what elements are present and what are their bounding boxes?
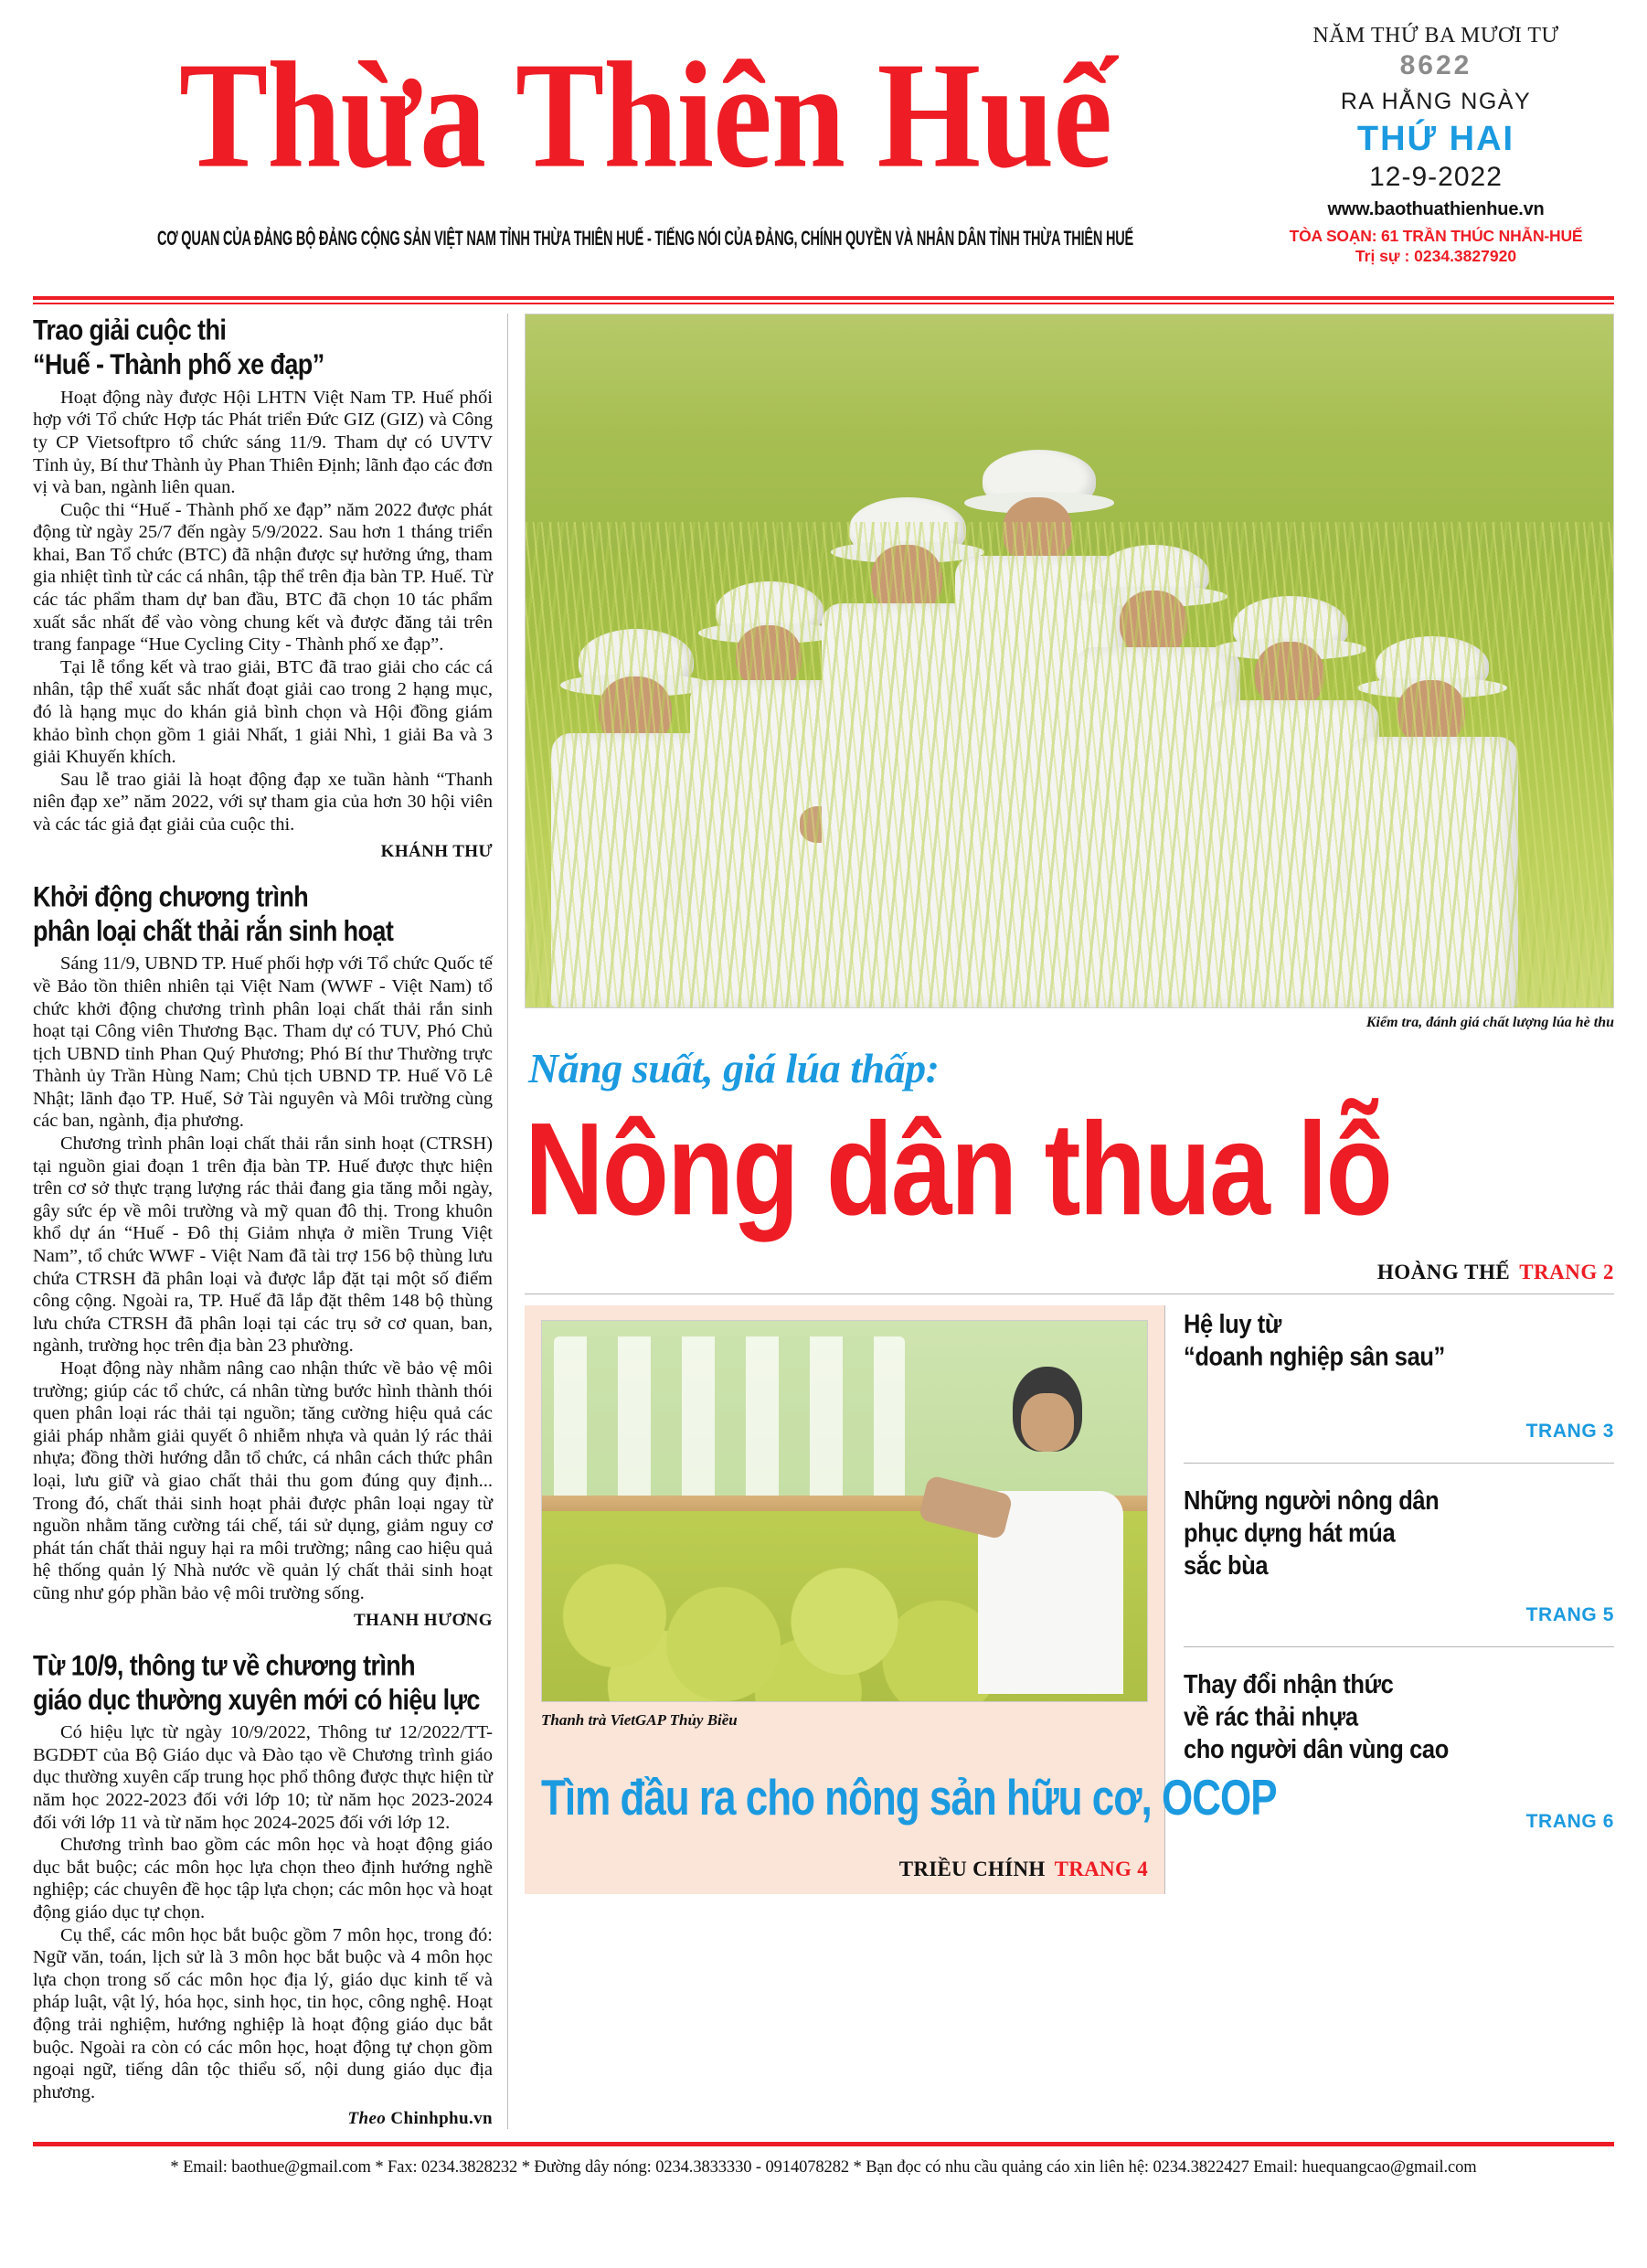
feature-photo-packaging (554, 1336, 905, 1504)
article3-headline-line2: giáo dục thường xuyên mới có hiệu lực (33, 1683, 480, 1716)
article-award-contest[interactable] (33, 314, 493, 862)
article1-paragraph: Sau lễ trao giải là hoạt động đạp xe tuần hành “Thanh niên đạp xe” năm 2022, với sự tham gia của hơn 30 hội viên và các tác giả đạt giải của cuộc thi. (33, 769, 493, 835)
article2-byline: THANH HƯƠNG (353, 1610, 493, 1630)
masthead (0, 0, 1647, 293)
article1-byline: KHÁNH THƯ (380, 841, 493, 861)
article2-headline-line1: Khởi động chương trình (33, 879, 309, 912)
article2-paragraph: Sáng 11/9, UBND TP. Huế phối hợp với Tổ chức Quốc tế về Bảo tồn thiên nhiên tại Việt Nam (WWF - Việt Nam) tổ chức khởi động chương trình phân loại chất thải rắn sinh hoạt tại Công viên Thương Bạc. Tham dự có TUV, Phó Chủ tịch UBND tỉnh Phan Quý Phương; Phó Bí thư Thường trực Thành ủy Trần Hùng Nam; Chủ tịch UBND TP. Huế Võ Lê Nhật; lãnh đạo TP. Huế, Sở Tài nguyên và Môi trường cùng các ban, ngành, địa phương. (33, 953, 493, 1132)
article3-byline (33, 2109, 493, 2129)
lead-headline: Nông dân thua lỗ (525, 1095, 1391, 1243)
article2-paragraph: Chương trình phân loại chất thải rắn sinh hoạt (CTRSH) tại nguồn giai đoạn 1 trên địa bàn TP. Huế được thực hiện trên cơ sở thực trạng lượng rác thải đang gia tăng mỗi ngày, gây sức ép về môi trường và mỹ quan đô thị. Trong khuôn khổ dự án “Huế - Đô thị Giảm nhựa ở miền Trung Việt Nam”, tổ chức WWF - Việt Nam đã tài trợ 156 bộ thùng lưu chứa CTRSH đã phân loại và được lắp đặt tại một số điểm công cộng. Ngoài ra, TP. Huế đã lắp đặt thêm 148 bộ thùng lưu chứa CTRSH đã phân loại tại các trụ sở cơ quan, ban, ngành, trường học trên địa bàn 23 phường. (33, 1134, 493, 1357)
article1-headline-line1: Trao giải cuộc thi (33, 314, 227, 346)
masthead-phone: Trị sự : 0234.3827920 (1355, 247, 1517, 265)
teaser-headline-line2: phục dựng hát múa (1184, 1518, 1396, 1549)
teaser-item-business[interactable] (1184, 1305, 1614, 1443)
masthead-weekday: THỨ HAI (1356, 120, 1515, 158)
feature-credit (541, 1858, 1148, 1881)
article-waste-sorting[interactable] (33, 880, 493, 1631)
lead-kicker: Năng suất, giá lúa thấp: (528, 1045, 940, 1091)
article-education-circular[interactable] (33, 1649, 493, 2130)
masthead-divider-thick (33, 296, 1614, 300)
left-column (33, 314, 508, 2129)
teaser-divider (1184, 1646, 1614, 1647)
article1-headline (33, 314, 493, 382)
teaser-headline-line3: sắc bùa (1184, 1551, 1269, 1581)
article3-headline-line1: Từ 10/9, thông tư về chương trình (33, 1648, 416, 1681)
footer-divider (33, 2142, 1614, 2146)
main-column (508, 314, 1614, 2129)
lead-credit (525, 1261, 1614, 1284)
teaser-headline-line3: cho người dân vùng cao (1184, 1734, 1449, 1764)
masthead-date: 12-9-2022 (1369, 162, 1503, 192)
article1-headline-line2: “Huế - Thành phố xe đạp” (33, 347, 324, 380)
masthead-frequency: RA HẰNG NGÀY (1340, 89, 1532, 114)
teaser-divider (1184, 1463, 1614, 1464)
teaser-headline-line2: “doanh nghiệp sân sau” (1184, 1342, 1445, 1372)
article2-headline-line2: phân loại chất thải rắn sinh hoạt (33, 914, 394, 947)
feature-author: TRIỀU CHÍNH (898, 1858, 1046, 1880)
feature-photo-pomelo-market (541, 1320, 1148, 1702)
teaser-page-ref[interactable]: TRANG 5 (1525, 1603, 1614, 1625)
teaser-headline-line1: Thay đổi nhận thức (1184, 1669, 1394, 1699)
teaser-headline-line1: Hệ luy từ (1184, 1310, 1281, 1340)
article3-byline-source: Chinhphu.vn (390, 2109, 493, 2129)
lead-photo-caption: Kiểm tra, đánh giá chất lượng lúa hè thu (1365, 1015, 1614, 1030)
masthead-year: NĂM THỨ BA MƯƠI TƯ (1312, 24, 1559, 48)
article1-paragraph: Hoạt động này được Hội LHTN Việt Nam TP. Huế phối hợp với Tổ chức Hợp tác Phát triển Đức GIZ (GIZ) và Công ty CP Vietsoftpro tổ chức sáng 11/9. Tham dự có UVTV Tỉnh ủy, Bí thư Thành ủy Phan Thiên Định; lãnh đạo các đơn vị và ban, ngành liên quan. (33, 387, 493, 498)
feature-photo-caption: Thanh trà VietGAP Thủy Biều (541, 1711, 738, 1729)
lead-page-ref[interactable]: TRANG 2 (1519, 1261, 1614, 1283)
article2-body (33, 953, 493, 1604)
masthead-issue-number: 8622 (1399, 50, 1472, 80)
feature-headline: Tìm đầu ra cho nông sản hữu cơ, OCOP (541, 1770, 1277, 1826)
masthead-office-address: TÒA SOẠN: 61 TRẦN THÚC NHẪN-HUẾ (1289, 227, 1583, 245)
photo-rice-stalks-foreground (526, 522, 1613, 1007)
lead-author: HOÀNG THẾ (1376, 1261, 1511, 1283)
feature-page-ref[interactable]: TRANG 4 (1054, 1858, 1148, 1880)
teaser-headline (1184, 1485, 1614, 1582)
masthead-info-block (1258, 0, 1614, 266)
article1-paragraph: Tại lễ tổng kết và trao giải, BTC đã trao giải cho các cá nhân, tập thể xuất sắc nhất đoạt giải cao trong 2 hạng mục, đó là hạng mục do khán giả bình chọn và Hội đồng giám khảo bình chọn gồm 1 giải Nhất, 1 giải Nhì, 1 giải Ba và 3 giải Khuyến khích. (33, 656, 493, 768)
teaser-headline-line1: Những người nông dân (1184, 1486, 1440, 1517)
teaser-headline (1184, 1309, 1614, 1374)
teaser-headline (1184, 1669, 1614, 1766)
teaser-page-ref[interactable]: TRANG 3 (1525, 1421, 1614, 1443)
article3-paragraph: Có hiệu lực từ ngày 10/9/2022, Thông tư 12/2022/TT-BGDĐT của Bộ Giáo dục và Đào tạo về Chương trình giáo dục thường xuyên cấp trung học phổ thông được thực hiện từ năm học 2022-2023 đối với lớp 10; từ năm học 2023-2024 đối với lớp 11 và từ năm học 2024-2025 đối với lớp 12. (33, 1722, 493, 1833)
teaser-page-ref[interactable]: TRANG 6 (1525, 1810, 1614, 1832)
article2-paragraph: Hoạt động này nhằm nâng cao nhận thức về bảo vệ môi trường; giúp các tổ chức, cá nhân từng bước hình thành thói quen phân loại rác thải tại nguồn; tăng cường hiệu quả các giải pháp nhằm giải quyết ô nhiễm nhựa và quản lý rác thải nhựa; đồng thời hướng dẫn tổ chức, cá nhân cách thức phân loại, lưu giữ và giao chất thải thu gom đúng quy định... Trong đó, chất thải sinh hoạt phải được phân loại ngay từ nguồn nhằm tăng cường tái chế, tái sử dụng, giảm nguy cơ phát tán chất thải nguy hại ra môi trường; nâng cao hiệu quả hệ thống quản lý Nhà nước về quản lý chất thải sinh hoạt cũng như góp phần bảo vệ môi trường sống. (33, 1358, 493, 1603)
article3-paragraph: Chương trình bao gồm các môn học và hoạt động giáo dục bắt buộc; các môn học lựa chọn theo định hướng nghề nghiệp; các chuyên đề học tập lựa chọn; các môn học và hoạt động giáo dục tự chọn. (33, 1835, 493, 1922)
masthead-tagline: CƠ QUAN CỦA ĐẢNG BỘ ĐẢNG CỘNG SẢN VIỆT NAM TỈNH THỪA THIÊN HUẾ - TIẾNG NÓI CỦA ĐẢNG, CHÍNH QUYỀN VÀ NHÂN DÂN TỈNH THỪA THIÊN HUẾ (157, 229, 1133, 250)
lower-section (525, 1305, 1614, 1894)
article3-paragraph: Cụ thể, các môn học bắt buộc gồm 7 môn học, trong đó: Ngữ văn, toán, lịch sử là 3 môn học bắt buộc và 4 môn học lựa chọn trong số các môn học địa lý, giáo dục kinh tế và pháp luật, vật lý, hóa học, sinh học, tin học, công nghệ. Hoạt động trải nghiệm, hướng nghiệp là hoạt động giáo dục bắt buộc. Ngoài ra còn có các môn học, hoạt động tự chọn gồm ngoại ngữ, tiếng dân tộc thiểu số, nội dung giáo dục địa phương. (33, 1924, 493, 2103)
teaser-item-folk-music[interactable] (1184, 1482, 1614, 1625)
teaser-headline-line2: về rác thải nhựa (1184, 1702, 1358, 1732)
article1-paragraph: Cuộc thi “Huế - Thành phố xe đạp” năm 2022 được phát động từ ngày 25/7 đến ngày 5/9/2022. Sau hơn 1 tháng triển khai, Ban Tổ chức (BTC) đã nhận được sự hưởng ứng, tham gia nhiệt tình từ các cá nhân, tập thể trên địa bàn TP. Huế. Từ các tác phẩm tham dự ban đầu, BTC đã chọn 10 tác phẩm xuất sắc nhất để vào vòng chung kết và được đăng tải trên trang fanpage “Hue Cycling City - Thành phố xe đạp”. (33, 499, 493, 655)
article2-headline (33, 880, 493, 949)
lead-story[interactable] (525, 1044, 1614, 1284)
page-title: Thừa Thiên Huế (178, 30, 1112, 200)
feature-photo-person (978, 1367, 1123, 1694)
article3-headline (33, 1649, 493, 1718)
article3-body (33, 1721, 493, 2103)
footer-contact-info: * Email: baothue@gmail.com * Fax: 0234.3828232 * Đường dây nóng: 0234.3833330 - 0914078282 * Bạn đọc có nhu cầu quảng cáo xin liên hệ: 0234.3822427 Email: huequangcao@gmail.com (170, 2158, 1477, 2177)
article1-body (33, 387, 493, 836)
masthead-website[interactable]: www.baothuathienhue.vn (1327, 199, 1545, 219)
page-content (0, 304, 1647, 2129)
article3-byline-prefix: Theo (347, 2109, 387, 2129)
masthead-brand (33, 0, 1258, 250)
lead-photo-rice-field-inspection (525, 314, 1614, 1008)
